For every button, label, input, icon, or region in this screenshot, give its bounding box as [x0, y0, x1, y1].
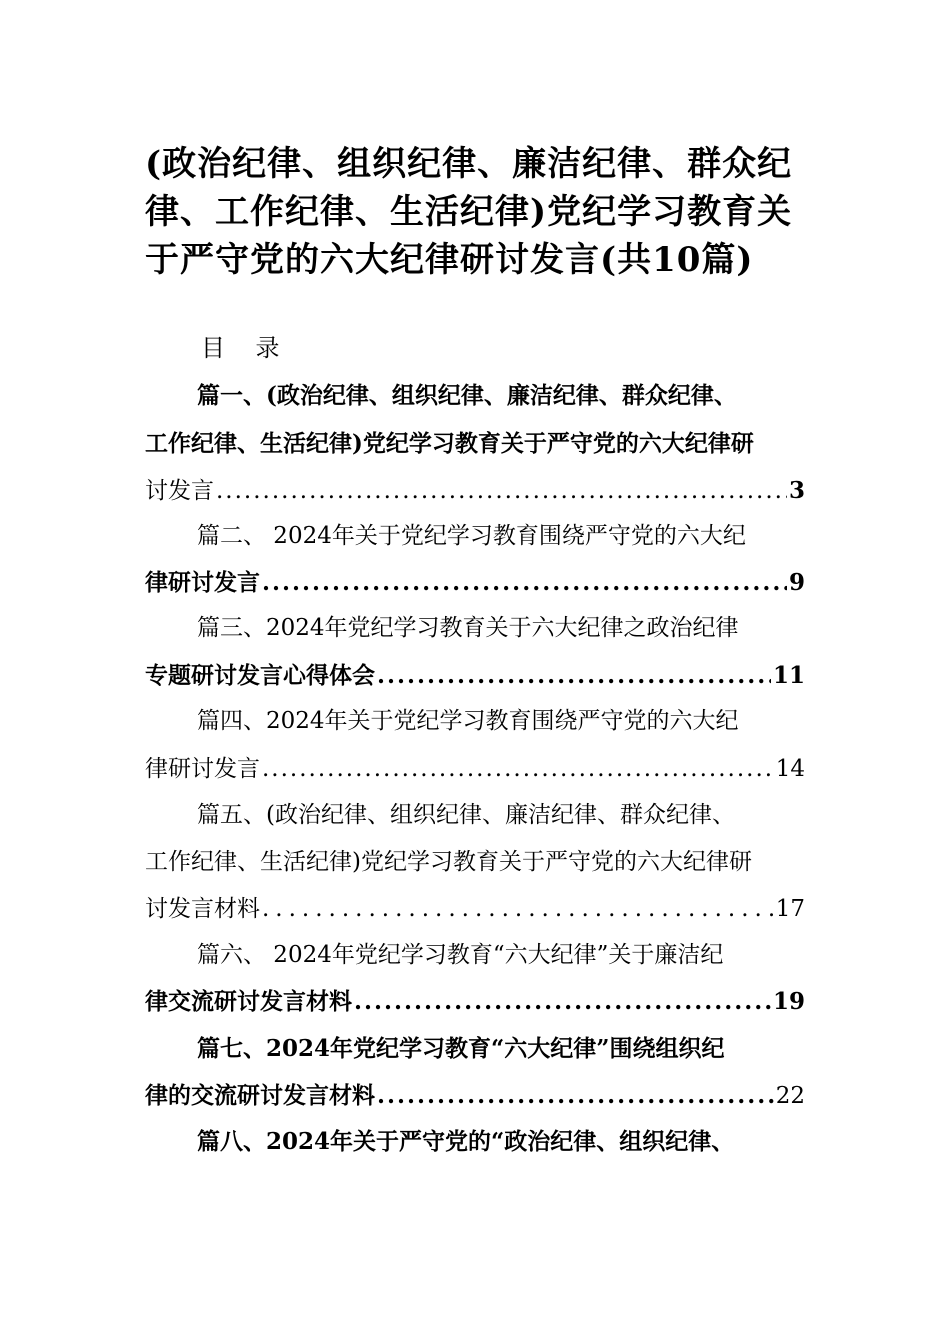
toc-entry-4-leader [262, 753, 774, 785]
title-line-2: 律、工作纪律、生活纪律)党纪学习教育关 [145, 192, 793, 232]
toc-entry-2-line-2[interactable] [145, 567, 805, 599]
toc-entry-1-text: 讨发言 [145, 478, 214, 504]
toc-entry-3-text: 专题研讨发言心得体会 [145, 662, 375, 689]
toc-entry-2-leader [262, 567, 787, 599]
toc-entry-5-leader [262, 893, 774, 925]
toc-entry-4-page: 14 [775, 756, 805, 782]
toc-entry-3-line-2[interactable] [145, 660, 805, 692]
toc-entry-7-text: 律的交流研讨发言材料 [145, 1082, 375, 1109]
toc-heading: 目 录 [201, 334, 280, 362]
toc-entry-3-line-1[interactable]: 篇三、2024年党纪学习教育关于六大纪律之政治纪律 [197, 615, 739, 641]
toc-entry-8-line-1[interactable]: 篇八、2024年关于严守党的“政治纪律、组织纪律、 [197, 1128, 735, 1155]
toc-entry-7-leader [377, 1080, 774, 1112]
toc-entry-5-line-2[interactable]: 工作纪律、生活纪律)党纪学习教育关于严守党的六大纪律研 [145, 849, 752, 875]
toc-entry-7-line-1[interactable]: 篇七、2024年党纪学习教育“六大纪律”围绕组织纪 [197, 1035, 725, 1062]
toc-entry-1-line-3[interactable] [145, 475, 805, 507]
title-line-3: 于严守党的六大纪律研讨发言(共10篇) [145, 240, 754, 280]
toc-entry-6-line-1[interactable]: 篇六、 2024年党纪学习教育“六大纪律”关于廉洁纪 [197, 942, 724, 968]
toc-entry-5-text: 讨发言材料 [145, 896, 260, 922]
toc-entry-2-page: 9 [788, 569, 805, 596]
toc-entry-4-line-2[interactable] [145, 753, 805, 785]
toc-entry-4-text: 律研讨发言 [145, 756, 260, 782]
toc-entry-5-line-3[interactable] [145, 893, 805, 925]
toc-entry-6-page: 19 [772, 988, 805, 1015]
toc-entry-7-line-2[interactable] [145, 1080, 805, 1112]
toc-entry-1-leader [216, 475, 787, 507]
toc-entry-6-leader [354, 986, 771, 1018]
toc-entry-6-text: 律交流研讨发言材料 [145, 988, 352, 1015]
toc-entry-4-line-1[interactable]: 篇四、2024年关于党纪学习教育围绕严守党的六大纪 [197, 708, 739, 734]
toc-entry-1-line-2[interactable]: 工作纪律、生活纪律)党纪学习教育关于严守党的六大纪律研 [145, 430, 754, 457]
toc-entry-2-text: 律研讨发言 [145, 569, 260, 596]
toc-entry-2-line-1[interactable]: 篇二、 2024年关于党纪学习教育围绕严守党的六大纪 [197, 523, 746, 549]
toc-entry-3-leader [377, 660, 771, 692]
toc-entry-7-page: 22 [775, 1083, 805, 1109]
title-line-1: (政治纪律、组织纪律、廉洁纪律、群众纪 [145, 144, 793, 184]
toc-entry-1-line-1[interactable]: 篇一、(政治纪律、组织纪律、廉洁纪律、群众纪律、 [197, 382, 737, 409]
toc-entry-1-page: 3 [788, 477, 805, 504]
toc-entry-3-page: 11 [772, 662, 805, 689]
toc-entry-6-line-2[interactable] [145, 986, 805, 1018]
toc-entry-5-line-1[interactable]: 篇五、(政治纪律、组织纪律、廉洁纪律、群众纪律、 [197, 802, 735, 828]
toc-entry-5-page: 17 [775, 896, 805, 922]
